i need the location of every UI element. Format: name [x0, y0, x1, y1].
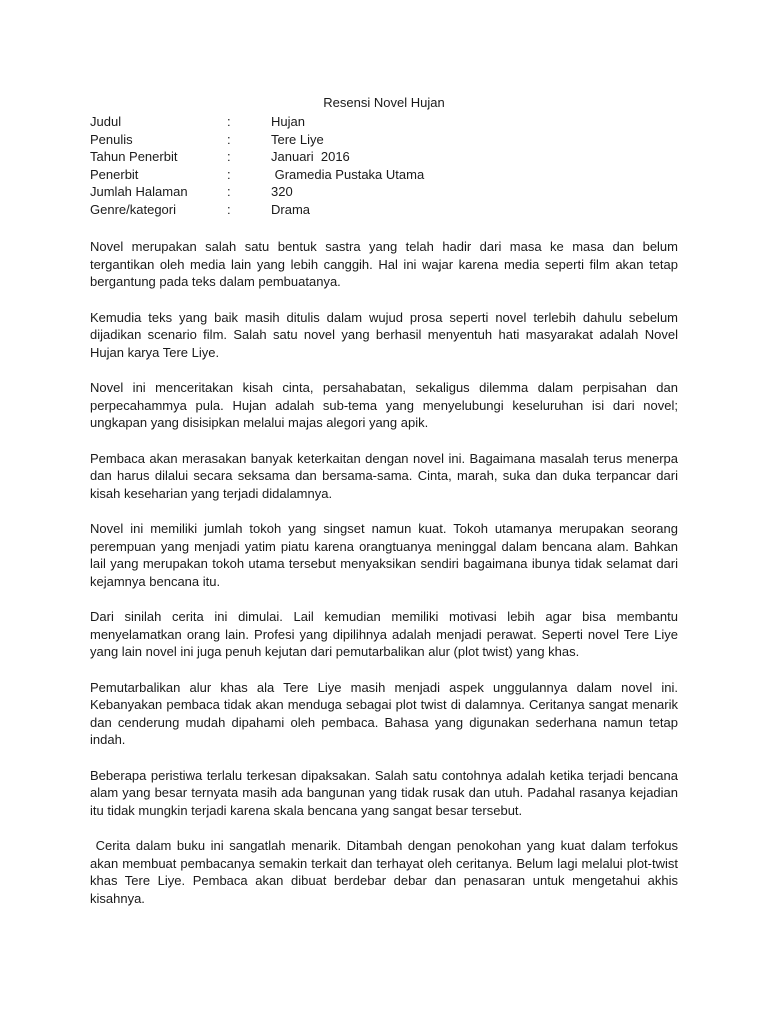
info-value: Drama [271, 201, 311, 217]
info-row-year [90, 148, 424, 166]
info-separator: : [227, 166, 231, 182]
info-value: Januari 2016 [271, 149, 350, 164]
book-info-table [90, 113, 424, 218]
document-page [90, 95, 682, 907]
body-paragraph: Kemudia teks yang baik masih ditulis dalam wujud prosa seperti novel terlebih dahulu sebelum dijadikan scenario film. Salah satu novel yang berhasil menyentuh hati masyarakat adalah Novel Hujan karya Tere Liye. [90, 309, 678, 360]
info-label: Penerbit [90, 166, 139, 182]
body-paragraph: Dari sinilah cerita ini dimulai. Lail kemudian memiliki motivasi lebih agar bisa membantu menyelamatkan orang lain. Profesi yang dipilihnya adalah menjadi perawat. Seperti novel Tere Liye yang lain novel ini juga penuh kejutan dari pemutarbalikan alur (plot twist) yang khas. [90, 609, 678, 659]
body-paragraph: Cerita dalam buku ini sangatlah menarik. Ditambah dengan penokohan yang kuat dalam terfokus akan membuat pembacanya semakin terkait dan terhayat oleh ceritanya. Belum lagi melalui plot-twist khas Tere Liye. Pembaca akan dibuat berdebar debar dan penasaran untuk mengetahui akhis kisahnya. [90, 838, 682, 906]
document-title: Resensi Novel Hujan [323, 95, 445, 110]
info-separator: : [227, 114, 231, 129]
info-row-genre [90, 201, 424, 219]
info-value: 320 [271, 184, 293, 199]
body-paragraph: Novel ini menceritakan kisah cinta, persahabatan, sekaligus dilemma dalam perpisahan dan perpecahammya pula. Hujan adalah sub-tema yang menyelubungi keseluruhan isi dari novel; ungkapan yang disisipkan melalui majas alegori yang apik. [90, 380, 678, 430]
info-label: Jumlah Halaman [90, 184, 188, 199]
info-label: Judul [90, 114, 122, 129]
info-label: Genre/kategori [90, 201, 176, 217]
info-separator: : [227, 131, 231, 147]
info-value: Gramedia Pustaka Utama [271, 166, 425, 182]
info-separator: : [227, 149, 231, 164]
body-paragraph: Pemutarbalikan alur khas ala Tere Liye masih menjadi aspek unggulannya dalam novel ini. Kebanyakan pembaca tidak akan menduga sebagai plot twist di dalamnya. Ceritanya sangat menarik dan cenderung mudah dipahami oleh pembaca. Bahasa yang digunakan sederhana namun tetap indah. [90, 679, 678, 747]
info-value: Tere Liye [271, 131, 324, 147]
body-paragraph: Beberapa peristiwa terlalu terkesan dipaksakan. Salah satu contohnya adalah ketika terjadi bencana alam yang besar ternyata masih ada bangunan yang tidak rusak dan utuh. Padahal rasanya kejadian itu tidak mungkin terjadi karena skala bencana yang sangat besar tersebut. [90, 767, 678, 818]
info-row-title [90, 113, 424, 131]
body-paragraph: Novel ini memiliki jumlah tokoh yang singset namun kuat. Tokoh utamanya merupakan seorang perempuan yang menjadi yatim piatu karena orangtuanya meninggal dalam bencana alam. Bahkan lail yang merupakan tokoh utama tersebut menyaksikan sendiri bagaimana ibunya tidak selamat dari kejamnya bencana itu. [90, 521, 678, 589]
info-value: Hujan [271, 114, 305, 129]
info-separator: : [227, 184, 231, 199]
info-row-publisher [90, 166, 424, 184]
body-paragraph: Novel merupakan salah satu bentuk sastra yang telah hadir dari masa ke masa dan belum tergantikan oleh media lain yang lebih canggih. Hal ini wajar karena media seperti film akan tetap bergantung pada teks dalam pembuatanya. [90, 239, 678, 289]
info-label: Tahun Penerbit [90, 149, 178, 164]
info-separator: : [227, 201, 231, 217]
info-row-pages [90, 183, 424, 201]
info-row-author [90, 131, 424, 149]
body-paragraph: Pembaca akan merasakan banyak keterkaitan dengan novel ini. Bagaimana masalah terus menerpa dan harus dilalui secara seksama dan bersama-sama. Cinta, marah, suka dan duka terpancar dari kisah keseharian yang terjadi didalamnya. [90, 450, 678, 501]
info-label: Penulis [90, 131, 133, 147]
